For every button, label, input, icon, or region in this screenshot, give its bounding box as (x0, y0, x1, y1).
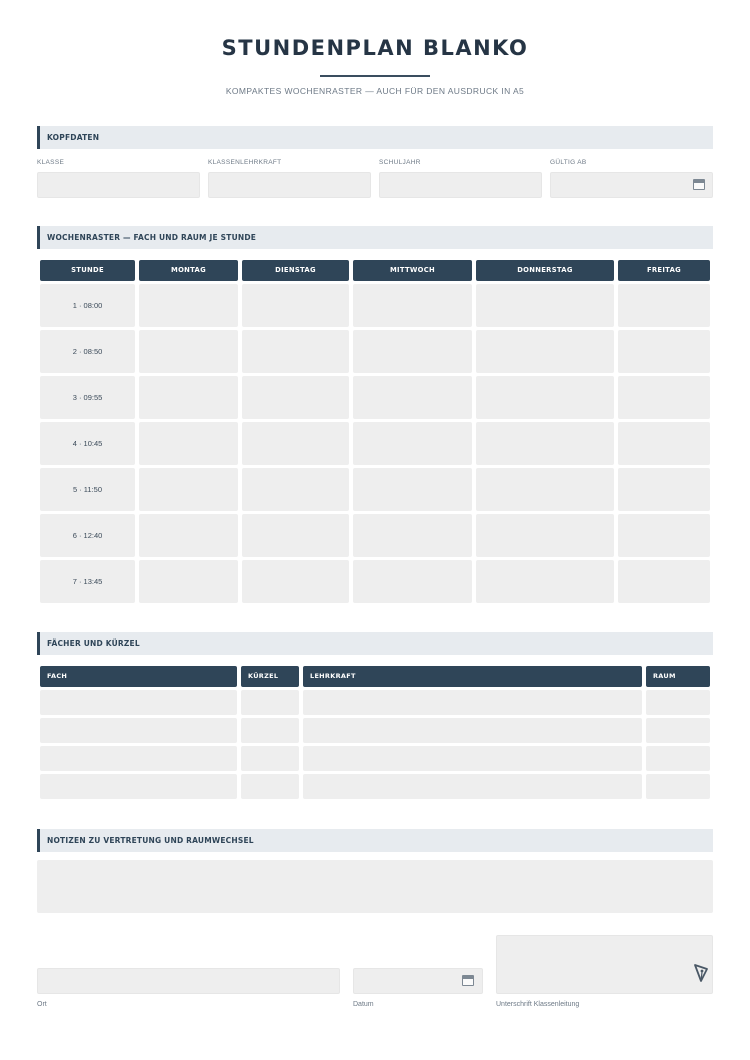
page-subtitle: KOMPAKTES WOCHENRASTER — AUCH FÜR DEN AUSDRUCK IN A5 (225, 86, 525, 96)
grid-header-0: STUNDE (40, 260, 135, 281)
period-label: 4 · 10:45 (40, 422, 135, 465)
ort-field[interactable] (37, 968, 340, 994)
timetable-cell[interactable] (353, 468, 472, 511)
page-title: STUNDENPLAN BLANKO (221, 36, 529, 60)
timetable-cell[interactable] (476, 468, 614, 511)
timetable-cell[interactable] (139, 422, 238, 465)
section-faecher: FÄCHER UND KÜRZEL (37, 632, 713, 655)
timetable-cell[interactable] (476, 330, 614, 373)
period-label: 5 · 11:50 (40, 468, 135, 511)
timetable-cell[interactable] (618, 284, 710, 327)
calendar-icon[interactable] (462, 975, 474, 986)
period-label: 3 · 09:55 (40, 376, 135, 419)
timetable-cell[interactable] (618, 514, 710, 557)
grid-header-2: DIENSTAG (242, 260, 349, 281)
subjects-cell[interactable] (303, 774, 642, 799)
klassenlehrkraft-field[interactable] (208, 172, 371, 198)
subjects-cell[interactable] (40, 690, 237, 715)
timetable-cell[interactable] (139, 330, 238, 373)
timetable-cell[interactable] (242, 560, 349, 603)
schuljahr-label: SCHULJAHR (379, 159, 421, 166)
grid-header-1: MONTAG (139, 260, 238, 281)
timetable-cell[interactable] (242, 514, 349, 557)
section-notizen: NOTIZEN ZU VERTRETUNG UND RAUMWECHSEL (37, 829, 713, 852)
timetable-cell[interactable] (476, 560, 614, 603)
timetable-cell[interactable] (618, 330, 710, 373)
timetable-cell[interactable] (618, 468, 710, 511)
timetable-cell[interactable] (353, 422, 472, 465)
title-underline (320, 75, 430, 77)
timetable-cell[interactable] (618, 422, 710, 465)
subjects-header-0: FACH (40, 666, 237, 687)
subjects-cell[interactable] (40, 718, 237, 743)
unterschrift-label: Unterschrift Klassenleitung (496, 1001, 580, 1008)
subjects-header-2: LEHRKRAFT (303, 666, 642, 687)
section-kopfdaten: KOPFDATEN (37, 126, 713, 149)
klasse-field[interactable] (37, 172, 200, 198)
pen-nib-icon (693, 963, 709, 983)
timetable-cell[interactable] (618, 376, 710, 419)
timetable-cell[interactable] (139, 284, 238, 327)
timetable-cell[interactable] (242, 330, 349, 373)
timetable-cell[interactable] (242, 422, 349, 465)
timetable-cell[interactable] (353, 514, 472, 557)
subjects-cell[interactable] (303, 746, 642, 771)
timetable-cell[interactable] (476, 376, 614, 419)
timetable-cell[interactable] (139, 560, 238, 603)
timetable-cell[interactable] (242, 376, 349, 419)
timetable-cell[interactable] (353, 284, 472, 327)
grid-header-4: DONNERSTAG (476, 260, 614, 281)
subjects-cell[interactable] (646, 746, 710, 771)
gueltig-ab-label: GÜLTIG AB (550, 159, 587, 166)
timetable-cell[interactable] (353, 560, 472, 603)
notes-field[interactable] (37, 860, 713, 913)
period-label: 7 · 13:45 (40, 560, 135, 603)
timetable-cell[interactable] (353, 330, 472, 373)
timetable-cell[interactable] (476, 514, 614, 557)
subjects-cell[interactable] (646, 690, 710, 715)
subjects-cell[interactable] (646, 718, 710, 743)
subjects-cell[interactable] (241, 746, 299, 771)
ort-label: Ort (37, 1001, 47, 1008)
timetable-cell[interactable] (476, 284, 614, 327)
period-label: 6 · 12:40 (40, 514, 135, 557)
timetable-cell[interactable] (353, 376, 472, 419)
calendar-icon[interactable] (693, 179, 705, 190)
subjects-cell[interactable] (241, 718, 299, 743)
grid-header-3: MITTWOCH (353, 260, 472, 281)
grid-header-5: FREITAG (618, 260, 710, 281)
period-label: 1 · 08:00 (40, 284, 135, 327)
schuljahr-field[interactable] (379, 172, 542, 198)
subjects-cell[interactable] (241, 690, 299, 715)
timetable-cell[interactable] (139, 514, 238, 557)
subjects-cell[interactable] (40, 774, 237, 799)
subjects-cell[interactable] (241, 774, 299, 799)
subjects-cell[interactable] (303, 718, 642, 743)
subjects-cell[interactable] (303, 690, 642, 715)
timetable-cell[interactable] (242, 468, 349, 511)
signature-field[interactable] (496, 935, 713, 994)
subjects-cell[interactable] (40, 746, 237, 771)
timetable-cell[interactable] (139, 376, 238, 419)
section-wochenraster: WOCHENRASTER — FACH UND RAUM JE STUNDE (37, 226, 713, 249)
klassenlehrkraft-label: KLASSENLEHRKRAFT (208, 159, 282, 166)
subjects-header-1: KÜRZEL (241, 666, 299, 687)
subjects-header-3: RAUM (646, 666, 710, 687)
datum-label: Datum (353, 1001, 374, 1008)
gueltig-ab-field[interactable] (550, 172, 713, 198)
timetable-cell[interactable] (476, 422, 614, 465)
timetable-cell[interactable] (139, 468, 238, 511)
klasse-label: KLASSE (37, 159, 65, 166)
period-label: 2 · 08:50 (40, 330, 135, 373)
subjects-cell[interactable] (646, 774, 710, 799)
timetable-cell[interactable] (242, 284, 349, 327)
timetable-cell[interactable] (618, 560, 710, 603)
